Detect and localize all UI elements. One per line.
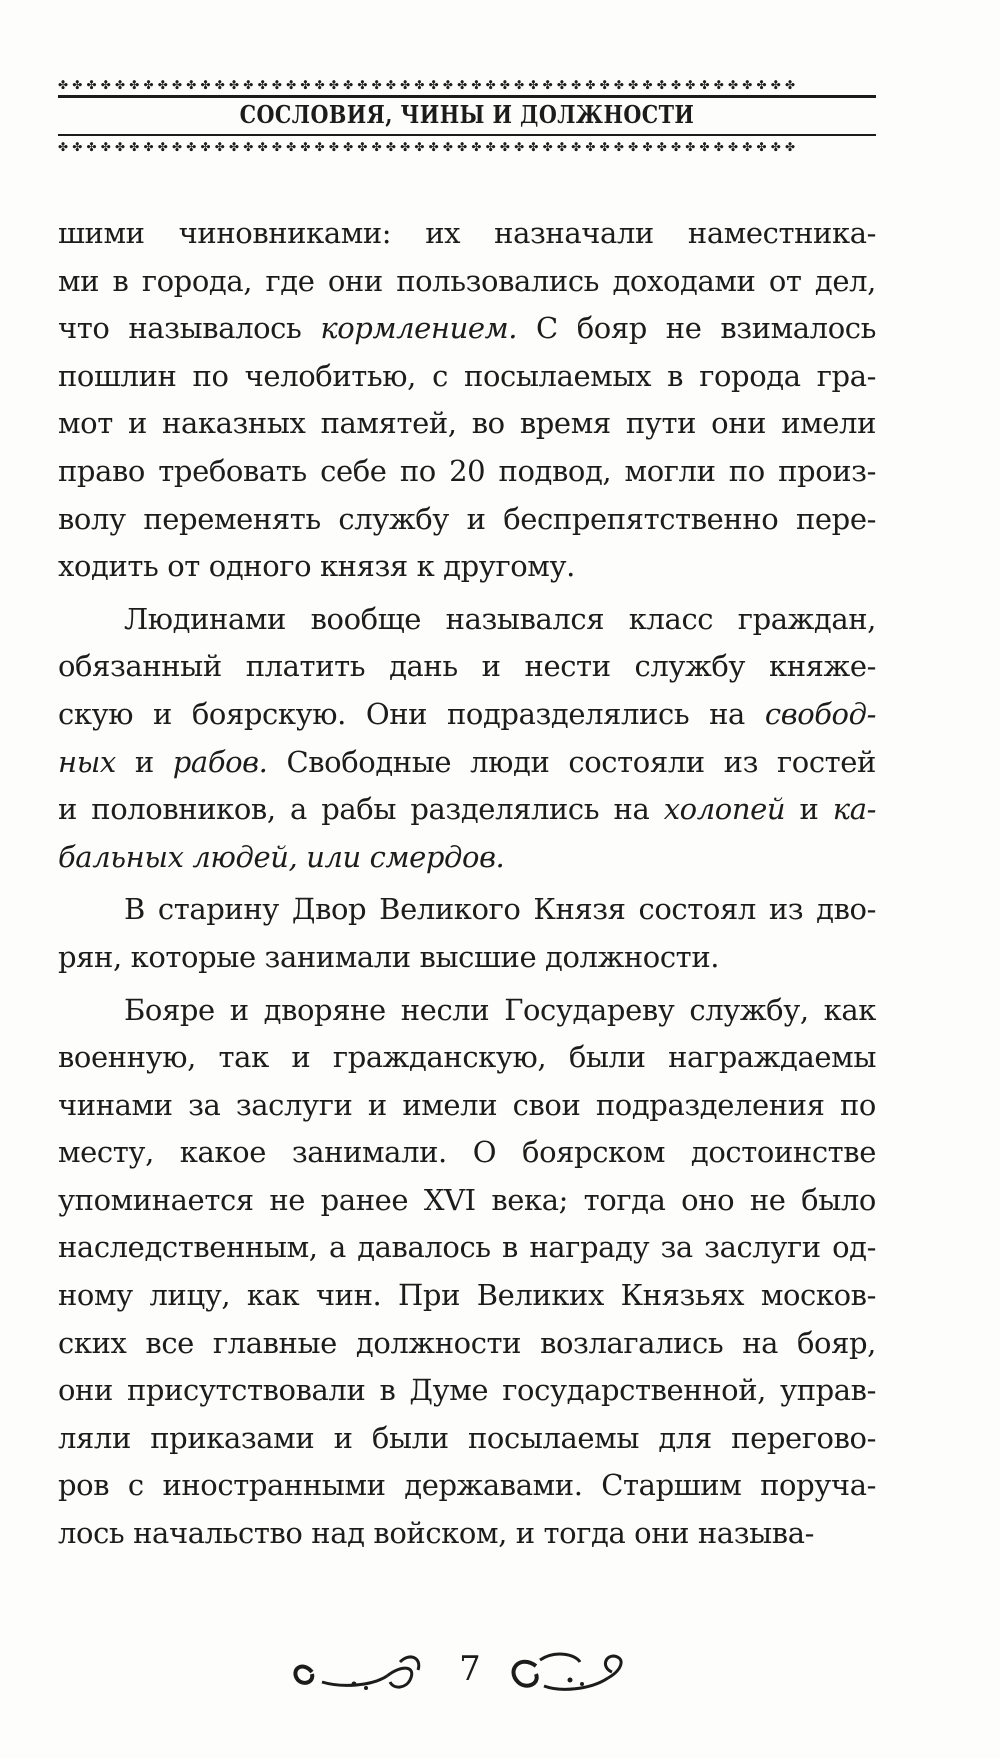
page-footer xyxy=(0,1640,1000,1700)
text-line: Бояре и дворяне несли Государеву службу, как xyxy=(124,992,876,1027)
text-line: скую и боярскую. Они подразделялись на свобод- xyxy=(58,696,876,731)
paragraph xyxy=(58,596,876,882)
text-line: чинами за заслуги и имели свои подразделения по xyxy=(58,1087,876,1122)
text-line: военную, так и гражданскую, были награждаемы xyxy=(58,1040,876,1075)
paragraph xyxy=(58,886,876,981)
text-line: пошлин по челобитью, с посылаемых в города гра- xyxy=(58,358,876,393)
fleuron-ornament-icon: ✤✤✤✤✤✤✤✤✤✤✤✤✤✤✤✤✤✤✤✤✤✤✤✤✤✤✤✤✤✤✤✤✤✤✤✤✤✤✤✤✤✤✤✤✤✤✤✤✤✤✤✤ xyxy=(58,78,800,92)
header-rule-top xyxy=(58,95,876,98)
text-line: ходить от одного князя к другому. xyxy=(58,549,575,584)
text-line: ров с иностранными державами. Старшим поруча- xyxy=(58,1468,876,1503)
text-line: ских все главные должности возлагались на бояр, xyxy=(58,1325,876,1360)
body-text xyxy=(58,210,876,1558)
fleuron-ornament-icon: ✤✤✤✤✤✤✤✤✤✤✤✤✤✤✤✤✤✤✤✤✤✤✤✤✤✤✤✤✤✤✤✤✤✤✤✤✤✤✤✤✤✤✤✤✤✤✤✤✤✤✤✤ xyxy=(58,140,800,154)
scroll-flourish-icon xyxy=(282,1640,432,1700)
text-line: право требовать себе по 20 подвод, могли по произ- xyxy=(58,453,876,488)
text-line: лось начальство над войском, и тогда они называ- xyxy=(58,1516,815,1551)
running-title: СОСЛОВИЯ, ЧИНЫ И ДОЛЖНОСТИ xyxy=(239,100,695,129)
text-line: В старину Двор Великого Князя состоял из дво- xyxy=(124,892,876,927)
header-rule-bottom xyxy=(58,134,876,136)
text-line: упоминается не ранее XVI века; тогда оно не было xyxy=(58,1182,876,1217)
text-line: мот и наказных памятей, во время пути они имели xyxy=(58,406,876,441)
paragraph xyxy=(58,210,876,591)
scroll-flourish-icon xyxy=(500,1640,650,1700)
text-line: ми в города, где они пользовались доходами от дел, xyxy=(58,263,876,298)
text-line: ляли приказами и были посылаемы для перегово- xyxy=(58,1420,876,1455)
text-line: и половников, а рабы разделялись на холопей и ка- xyxy=(58,792,876,827)
text-line: наследственным, а давалось в награду за заслуги од- xyxy=(58,1230,876,1265)
text-line: бальных людей, или смердов. xyxy=(58,839,505,874)
paragraph xyxy=(58,987,876,1558)
text-line: что называлось кормлением. С бояр не взималось xyxy=(58,311,876,346)
text-line: ных и рабов. Свободные люди состояли из гостей xyxy=(58,744,876,779)
text-line: шими чиновниками: их назначали наместника- xyxy=(58,216,876,250)
text-line: Людинами вообще назывался класс граждан, xyxy=(124,601,876,636)
text-line: месту, какое занимали. О боярском достоинстве xyxy=(58,1135,876,1170)
text-line: обязанный платить дань и нести службу княже- xyxy=(58,649,876,684)
page-number: 7 xyxy=(459,1649,481,1689)
text-line: ному лицу, как чин. При Великих Князьях москов- xyxy=(58,1278,876,1313)
running-header xyxy=(58,78,876,158)
text-line: они присутствовали в Думе государственной, управ- xyxy=(58,1373,876,1408)
text-line: рян, которые занимали высшие должности. xyxy=(58,939,720,974)
text-line: волу переменять службу и беспрепятственно пере- xyxy=(58,501,876,536)
